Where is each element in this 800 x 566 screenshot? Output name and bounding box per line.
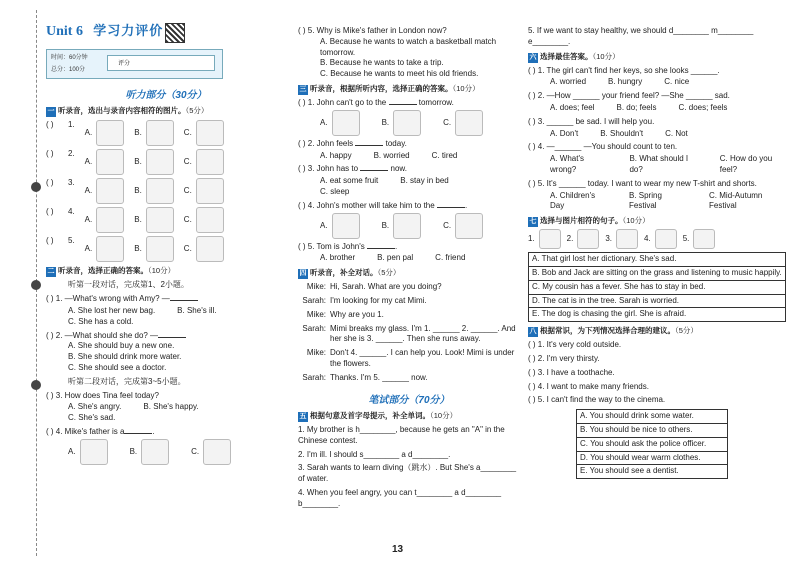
column-2 xyxy=(298,26,520,510)
dialogue-line xyxy=(298,282,520,293)
picture-icon xyxy=(196,207,224,233)
binding-hole xyxy=(31,182,41,192)
dialogue-line xyxy=(298,348,520,370)
fill-item: 2. I'm ill. I should s________ a d________. xyxy=(298,449,451,459)
question: ( ) 4. John's mother will take him to the . xyxy=(298,200,468,210)
question: ( ) 5. It's ______ today. I want to wear my new T-shirt and shorts. xyxy=(528,178,757,188)
picture-icon xyxy=(96,236,124,262)
line-text: Thanks. I'm 5. ______ now. xyxy=(330,372,428,382)
picture-option[interactable] xyxy=(85,178,125,204)
option[interactable]: C. Not xyxy=(665,128,688,138)
binding-hole xyxy=(31,280,41,290)
line-text: I'm looking for my cat Mimi. xyxy=(330,295,427,305)
option[interactable]: A. Don't xyxy=(550,128,579,138)
picture-question xyxy=(46,236,286,262)
binding-margin xyxy=(0,0,44,566)
situation-text: 3. I have a toothache. xyxy=(537,367,615,377)
sentence-option[interactable]: D. The cat is in the tree. Sarah is worried. xyxy=(529,295,785,309)
sentence-option[interactable]: B. Bob and Jack are sitting on the grass and listening to music happily. xyxy=(529,267,785,281)
speaker: Sarah: xyxy=(302,372,326,382)
answer-parens[interactable]: ( ) xyxy=(46,236,54,246)
question: ( ) 1. —What's wrong with Amy? — xyxy=(46,294,286,305)
situation: ( ) 1. It's very cold outside. xyxy=(528,340,622,350)
picture-option[interactable] xyxy=(85,149,125,175)
dialogue xyxy=(298,282,520,383)
options: A. She's angry. B. She's happy. xyxy=(68,402,199,412)
option-label: C. xyxy=(183,244,192,254)
options xyxy=(528,77,786,88)
question: ( ) 3. John has to now. xyxy=(298,164,407,174)
sentence-box xyxy=(528,252,786,322)
option: B. She should drink more water. xyxy=(68,352,182,362)
info-box xyxy=(46,49,223,79)
question: ( ) 2. John feels today. xyxy=(298,138,407,148)
zoo-picture-icon xyxy=(332,110,360,136)
binding-hole xyxy=(31,380,41,390)
dialogue-line xyxy=(298,324,520,346)
picture-icon xyxy=(146,149,174,175)
question-number: 4. xyxy=(68,207,75,217)
question: ( ) 1. The girl can't find her keys, so she looks ______. xyxy=(528,65,720,75)
advice-box xyxy=(576,409,728,479)
picture-option[interactable] xyxy=(184,120,224,146)
question: ( ) 5. Why is Mike's father in London now? xyxy=(298,26,447,35)
section-6-title: 六 选择最佳答案。（10分） xyxy=(529,51,620,61)
situation: ( ) 2. I'm very thirsty. xyxy=(528,353,600,363)
options: A. eat some fruit B. stay in bed xyxy=(320,176,449,186)
option: A. Because he wants to watch a basketball match tomorrow. xyxy=(320,36,497,57)
picture-icon xyxy=(146,178,174,204)
option: C. She's sad. xyxy=(68,413,116,423)
option[interactable]: B. Spring Festival xyxy=(628,190,662,211)
question: ( ) 4. —______ —You should count to ten. xyxy=(528,142,678,152)
fill-item: 4. When you feel angry, you can t________ a d________ b________. xyxy=(298,488,502,508)
option: C. sleep xyxy=(320,186,350,196)
advice-option[interactable]: C. You should ask the police officer. xyxy=(577,438,727,452)
picture-option[interactable] xyxy=(134,178,174,204)
picture-item xyxy=(644,229,677,249)
picture-item xyxy=(528,229,561,249)
unit-header xyxy=(46,22,286,43)
picture-option[interactable] xyxy=(184,207,224,233)
answer-parens[interactable]: ( ) xyxy=(46,149,54,159)
picture-number: 2. xyxy=(566,233,574,243)
answer-parens[interactable]: ( ) xyxy=(46,178,54,188)
advice-option[interactable]: D. You should wear warm clothes. xyxy=(577,452,727,466)
options: A. happy B. worried C. tired xyxy=(320,150,458,160)
option: C. Because he wants to meet his old friends. xyxy=(320,69,479,79)
unit-label: Unit 6 xyxy=(46,24,83,39)
option-label: C. xyxy=(183,128,192,138)
advice-option[interactable]: B. You should be nice to others. xyxy=(577,424,727,438)
section-7-title: 七 选择与图片相符的句子。（10分） xyxy=(529,216,650,226)
written-part-title: 笔试部分（70分） xyxy=(368,394,450,406)
fill-item: 3. Sarah wants to learn diving（跳水）. But She's a________ of water. xyxy=(298,463,517,484)
dialogue-line xyxy=(298,296,520,307)
unit-title: 学习力评价 xyxy=(93,23,164,38)
advice-option[interactable]: E. You should see a dentist. xyxy=(580,466,679,476)
options xyxy=(528,191,786,213)
option-label: B. xyxy=(134,186,142,196)
picture-icon xyxy=(196,236,224,262)
dialogue-line xyxy=(298,373,520,384)
option-label: A. xyxy=(84,157,93,167)
speaker: Sarah: xyxy=(302,323,326,333)
situation-text: 1. It's very cold outside. xyxy=(537,340,622,350)
sentence-option[interactable]: E. The dog is chasing the girl. She is afraid. xyxy=(532,309,687,319)
options xyxy=(528,154,786,176)
picture-icon xyxy=(96,120,124,146)
situation-text: 5. I can't find the way to the cinema. xyxy=(537,395,666,405)
section-5-title: 五 根据句意及首字母提示，补全单词。（10分） xyxy=(299,411,458,421)
picture-question xyxy=(46,178,286,204)
section-2-title: 二 听录音，选择正确的答案。（10分） xyxy=(47,266,176,276)
question-number: 5. xyxy=(68,236,75,246)
picture-option[interactable] xyxy=(85,120,125,146)
situation-text: 4. I want to make many friends. xyxy=(537,381,649,391)
option[interactable]: C. How do you feel? xyxy=(719,154,773,174)
speaker: Mike: xyxy=(306,282,326,292)
question-stem: 1. The girl can't find her keys, so she looks ______. xyxy=(537,65,720,75)
picture-icon xyxy=(146,120,174,146)
question: ( ) 3. How does Tina feel today? xyxy=(46,390,159,400)
section-1-title: 一 听录音，选出与录音内容相符的图片。（5分） xyxy=(47,106,209,116)
dialogue-intro-2: 听第二段对话，完成第3~5小题。 xyxy=(68,376,186,386)
option[interactable]: A. worried xyxy=(550,77,587,87)
picture-question xyxy=(46,120,286,146)
options: A. brother B. pen pal C. friend xyxy=(320,253,466,263)
option[interactable]: B. do; feels xyxy=(616,102,657,112)
situation: ( ) 4. I want to make many friends. xyxy=(528,381,649,391)
picture-question xyxy=(46,149,286,175)
picture-option[interactable] xyxy=(85,207,125,233)
picture-icon xyxy=(203,439,231,465)
line-text: Why are you 1. xyxy=(330,309,384,319)
question-stem: 5. It's ______ today. I want to wear my new T-shirt and shorts. xyxy=(537,178,757,188)
question: ( ) 5. Tom is John's . xyxy=(298,241,398,251)
option-label: B. xyxy=(134,128,142,138)
picture-icon xyxy=(96,149,124,175)
option-label: A. xyxy=(84,215,93,225)
option[interactable]: C. Mid-Autumn Festival xyxy=(709,190,763,211)
section-8-body xyxy=(528,337,786,406)
situation-text: 2. I'm very thirsty. xyxy=(537,353,600,363)
page-number: 13 xyxy=(392,544,404,555)
option[interactable]: C. does; feels xyxy=(678,102,728,112)
picture-row xyxy=(528,229,786,249)
option: A. She should buy a new one. xyxy=(68,341,175,351)
answer-parens[interactable]: ( ) xyxy=(46,207,54,217)
picture-option[interactable] xyxy=(184,149,224,175)
picture-icon xyxy=(539,229,561,249)
picture-icon xyxy=(616,229,638,249)
picture-icon xyxy=(196,120,224,146)
shop-picture-icon xyxy=(455,213,483,239)
option-label: C. xyxy=(183,186,192,196)
options xyxy=(528,103,786,114)
fill-item: 1. My brother is h________, because he gets an "A" in the Chinese contest. xyxy=(298,425,505,445)
section-6-items xyxy=(528,66,786,213)
option-label: A. xyxy=(84,128,93,138)
picture-number: 5. xyxy=(682,233,690,243)
fill-item: 5. If we want to stay healthy, we should d________ m________ e________. xyxy=(528,26,754,46)
option-label: B. xyxy=(134,244,142,254)
city-picture-icon xyxy=(332,213,360,239)
question: ( ) 2. —How ______ your friend feel? —She ______ sad. xyxy=(528,91,730,101)
picture-icon xyxy=(655,229,677,249)
option[interactable]: B. Shouldn't xyxy=(600,128,644,138)
option: C. She should see a doctor. xyxy=(68,362,167,372)
question-number: 3. xyxy=(68,178,75,188)
dialogue-intro-1: 听第一段对话，完成第1、2小题。 xyxy=(68,280,189,290)
question-number: 2. xyxy=(68,149,75,159)
options xyxy=(528,129,786,140)
hospital-picture-icon xyxy=(393,213,421,239)
line-text: Hi, Sarah. What are you doing? xyxy=(330,282,442,292)
picture-option[interactable] xyxy=(134,149,174,175)
section-1-items xyxy=(46,120,286,262)
question: ( ) 3. ______ be sad. I will help you. xyxy=(528,116,655,126)
option-label: B. xyxy=(134,215,142,225)
picture-item xyxy=(605,229,638,249)
question-stem: 4. —______ —You should count to ten. xyxy=(537,142,678,152)
picture-icon xyxy=(96,207,124,233)
picture-question xyxy=(46,207,286,233)
option[interactable]: A. does; feel xyxy=(550,102,595,112)
column-1 xyxy=(46,22,286,465)
picture-icon xyxy=(146,207,174,233)
advice-option[interactable]: A. You should drink some water. xyxy=(577,410,727,424)
dialogue-line xyxy=(298,310,520,321)
picture-number: 3. xyxy=(605,233,613,243)
line-text: Don't 4. ______. I can help you. Look! Mimi is under the flowers. xyxy=(330,348,515,368)
picture-option[interactable] xyxy=(134,207,174,233)
situation: ( ) 5. I can't find the way to the cinema. xyxy=(528,395,666,405)
picture-icon xyxy=(141,439,169,465)
total-score: 总分：100分 xyxy=(51,66,86,73)
question: ( ) 1. John can't go to the tomorrow. xyxy=(298,97,454,107)
option-label: A. xyxy=(84,186,93,196)
question: ( ) 4. Mike's father is a . xyxy=(46,426,155,436)
picture-icon xyxy=(577,229,599,249)
picture-icon xyxy=(146,236,174,262)
sentence-option[interactable]: C. My cousin has a fever. She has to stay in bed. xyxy=(529,281,785,295)
picture-item xyxy=(567,229,600,249)
section-8-title: 八 根据常识，为下列情况选择合理的建议。（5分） xyxy=(529,326,698,336)
picture-icon xyxy=(80,439,108,465)
line-text: Mimi breaks my glass. I'm 1. ______ 2. ______. And her she is 3. ______. Then she runs away. xyxy=(330,323,516,344)
picture-icon xyxy=(196,149,224,175)
option[interactable]: A. What's wrong? xyxy=(550,154,584,174)
section-3-title: 三 听录音，根据所听内容，选择正确的答案。（10分） xyxy=(299,83,480,93)
option[interactable]: B. hungry xyxy=(608,77,643,87)
option[interactable]: A. Children's Day xyxy=(550,190,596,211)
picture-options: A. B. C. xyxy=(298,213,520,239)
speaker: Sarah: xyxy=(302,295,326,305)
option-label: C. xyxy=(183,215,192,225)
section-4-title: 四 听录音，补全对话。（5分） xyxy=(299,268,401,278)
question: ( ) 2. —What should she do? — xyxy=(46,331,286,342)
picture-option[interactable] xyxy=(184,178,224,204)
picture-icon xyxy=(96,178,124,204)
option-label: A. xyxy=(84,244,93,254)
picture-icon xyxy=(196,178,224,204)
picture-item xyxy=(683,229,716,249)
picture-icon xyxy=(693,229,715,249)
situation-list xyxy=(528,337,786,406)
picture-number: 1. xyxy=(528,233,535,243)
score-field[interactable]: 评分 xyxy=(107,55,215,71)
school-picture-icon xyxy=(393,110,421,136)
column-3 xyxy=(528,26,786,479)
picture-option[interactable] xyxy=(134,120,174,146)
options: A. She lost her new bag. B. She's ill. xyxy=(68,305,217,315)
option-label: C. xyxy=(183,157,192,167)
option[interactable]: C. nice xyxy=(664,77,690,87)
option: B. Because he wants to take a trip. xyxy=(320,58,444,68)
option[interactable]: B. What should I do? xyxy=(629,154,689,174)
picture-options: A. B. C. xyxy=(46,439,286,465)
question-stem: 3. ______ be sad. I will help you. xyxy=(537,116,655,126)
picture-option[interactable] xyxy=(184,236,224,262)
answer-parens[interactable]: ( ) xyxy=(46,120,54,130)
situation: ( ) 3. I have a toothache. xyxy=(528,367,615,377)
sentence-option[interactable]: A. That girl lost her dictionary. She's sad. xyxy=(529,253,785,267)
picture-options: A. B. C. xyxy=(298,110,520,136)
question-number: 1. xyxy=(68,120,75,130)
question-stem: 2. —How ______ your friend feel? —She ______ sad. xyxy=(537,91,730,101)
speaker: Mike: xyxy=(306,348,326,358)
speaker: Mike: xyxy=(306,309,326,319)
picture-number: 4. xyxy=(644,233,651,243)
picture-option[interactable] xyxy=(85,236,125,262)
time-limit: 时间：60分钟 xyxy=(51,54,88,61)
option: C. She has a cold. xyxy=(68,316,134,326)
listening-part-title: 听力部分（30分） xyxy=(125,89,207,101)
picture-option[interactable] xyxy=(134,236,174,262)
qr-code-icon[interactable] xyxy=(165,23,185,43)
option-label: B. xyxy=(134,157,142,167)
building-picture-icon xyxy=(455,110,483,136)
